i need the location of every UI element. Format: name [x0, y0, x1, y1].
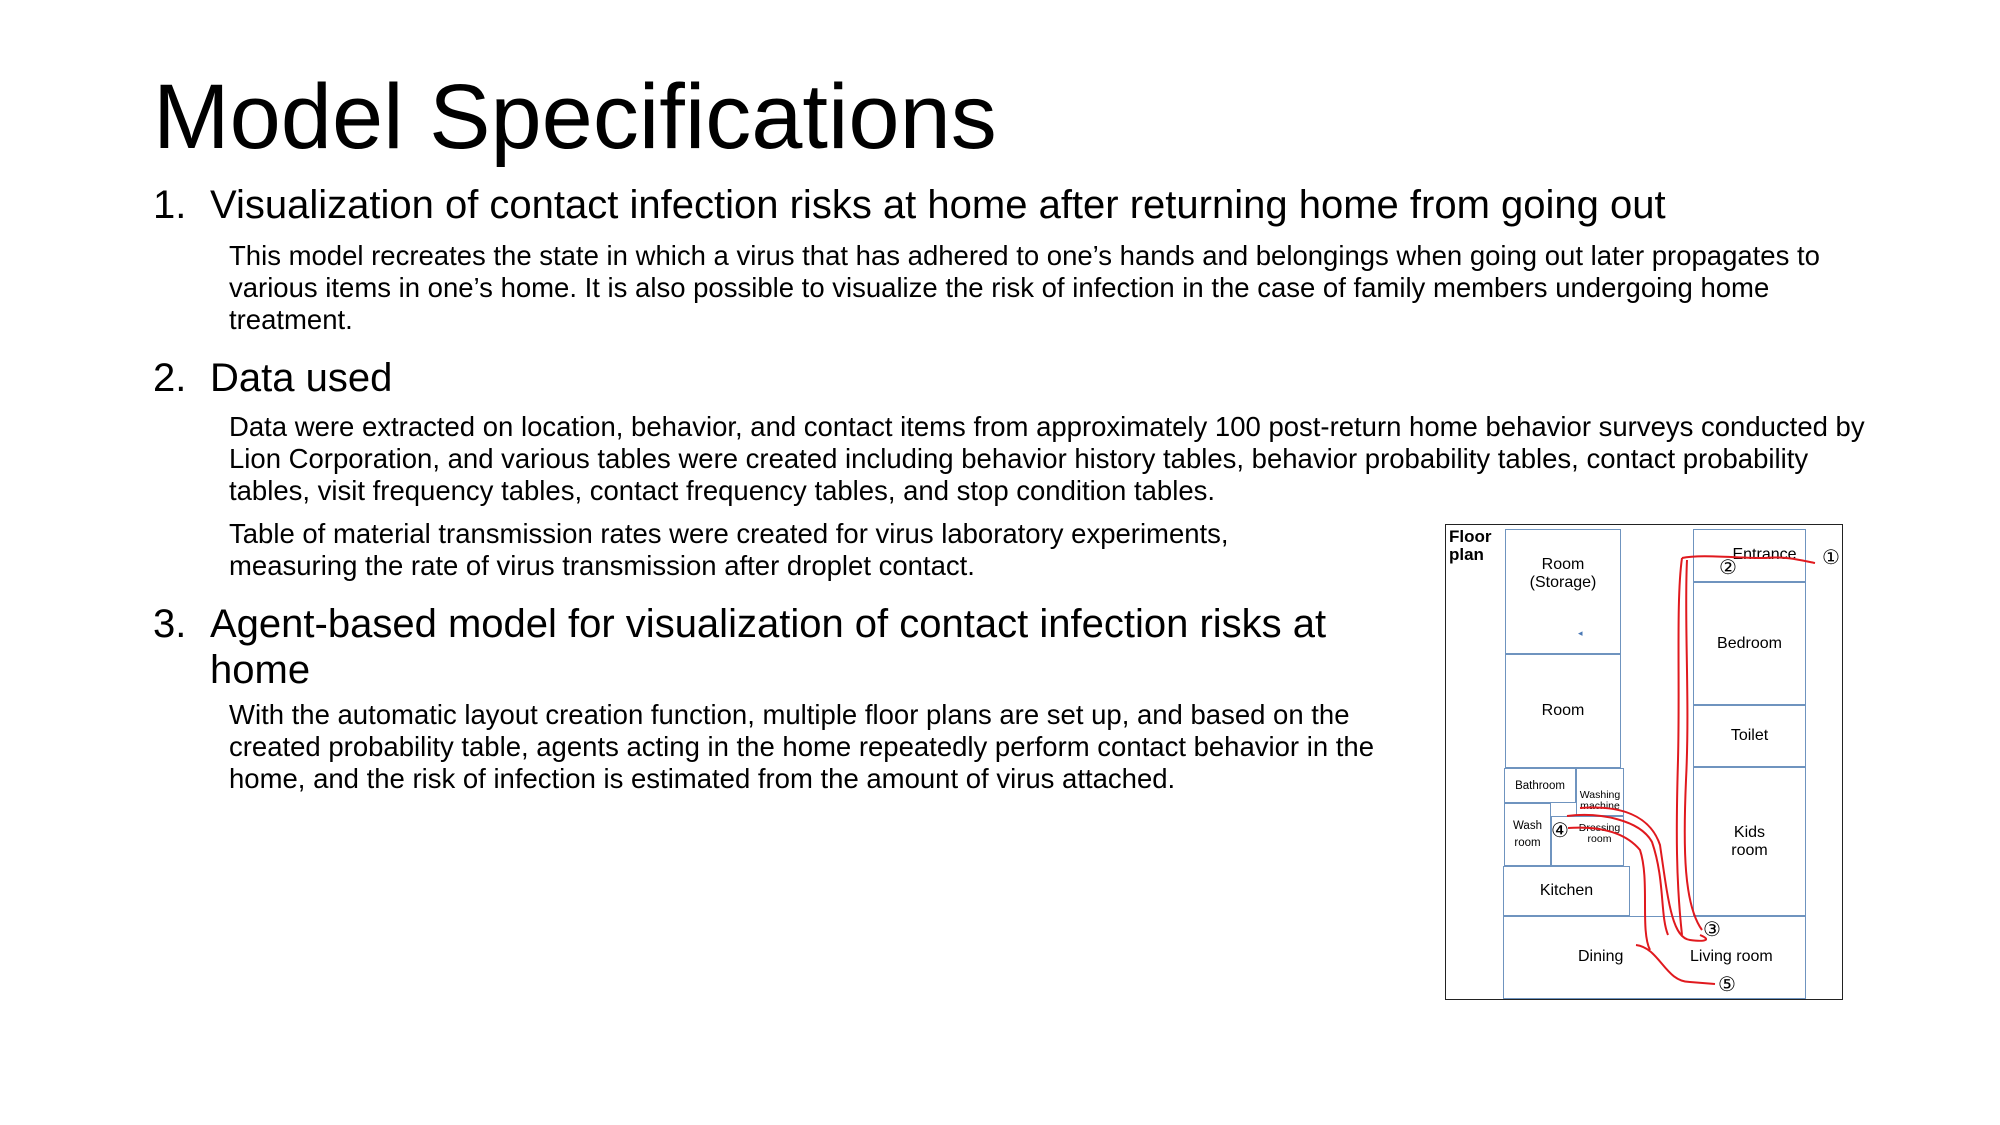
- section-1-paragraph: This model recreates the state in which a virus that has adhered to one’s hands and belongings when going out later propagates to various items in one’s home. It is also possible to visualize the risk of infection in the case of family members undergoing home treatment.: [229, 240, 1820, 335]
- room-bedroom: [1693, 582, 1806, 705]
- room-toilet: [1693, 705, 1806, 767]
- section-3-paragraph: With the automatic layout creation function, multiple floor plans are set up, and based on the created probability table, agents acting in the home repeatedly perform contact behavior in the home, and the risk of infection is estimated from the amount of virus attached.: [229, 699, 1374, 794]
- room-kitchen-label: Kitchen: [1539, 882, 1594, 899]
- room-bathroom-label: Bathroom: [1515, 779, 1565, 792]
- marker-2: ②: [1719, 555, 1737, 579]
- section-2-paragraph-2: Table of material transmission rates were created for virus laboratory experiments, measuring the rate of virus transmission after droplet contact.: [229, 518, 1229, 581]
- marker-4: ④: [1551, 818, 1569, 842]
- room-kitchen: [1503, 866, 1630, 916]
- room-plain: [1505, 654, 1621, 768]
- room-storage-label: Room (Storage): [1529, 555, 1597, 591]
- room-washing-machine-label: Washing machine: [1579, 789, 1621, 812]
- room-bedroom-label: Bedroom: [1717, 634, 1782, 652]
- room-kids: [1693, 767, 1806, 916]
- page-title: Model Specifications: [153, 66, 997, 168]
- room-plain-label: Room: [1541, 702, 1585, 719]
- floor-plan-label: Floor plan: [1449, 527, 1492, 564]
- section-3-heading: Agent-based model for visualization of contact infection risks at home: [210, 602, 1327, 692]
- room-bathroom: [1504, 768, 1576, 803]
- room-washing-machine: [1576, 768, 1624, 816]
- room-storage: [1505, 529, 1621, 654]
- marker-1: ①: [1822, 545, 1840, 569]
- section-2-paragraph-1: Data were extracted on location, behavior, and contact items from approximately 100 post-return home behavior surveys conducted by Lion Corporation, and various tables were created including behavior history tables, behavior probability tables, contact probability tables, visit frequency tables, contact frequency tables, and stop condition tables.: [229, 411, 1865, 506]
- section-1-heading: Visualization of contact infection risks at home after returning home from going out: [210, 183, 1666, 227]
- room-wash: [1504, 803, 1551, 866]
- section-1-number: 1.: [153, 183, 187, 227]
- section-2-number: 2.: [153, 356, 187, 400]
- section-2-heading: Data used: [210, 356, 393, 400]
- door-marker-icon: ◂: [1578, 628, 1583, 638]
- room-wash-label: Wash room: [1513, 819, 1542, 849]
- marker-3: ③: [1703, 917, 1721, 941]
- room-living-label: Living room: [1690, 948, 1773, 965]
- room-kids-label: Kids room: [1731, 823, 1768, 859]
- marker-5: ⑤: [1718, 972, 1736, 996]
- room-entrance-label: Entrance: [1732, 546, 1797, 563]
- room-dining-label: Dining: [1578, 948, 1624, 965]
- section-3-number: 3.: [153, 602, 187, 646]
- room-toilet-label: Toilet: [1730, 727, 1769, 744]
- room-dressing-label: Dressing room: [1578, 822, 1621, 845]
- room-entrance: [1693, 529, 1806, 582]
